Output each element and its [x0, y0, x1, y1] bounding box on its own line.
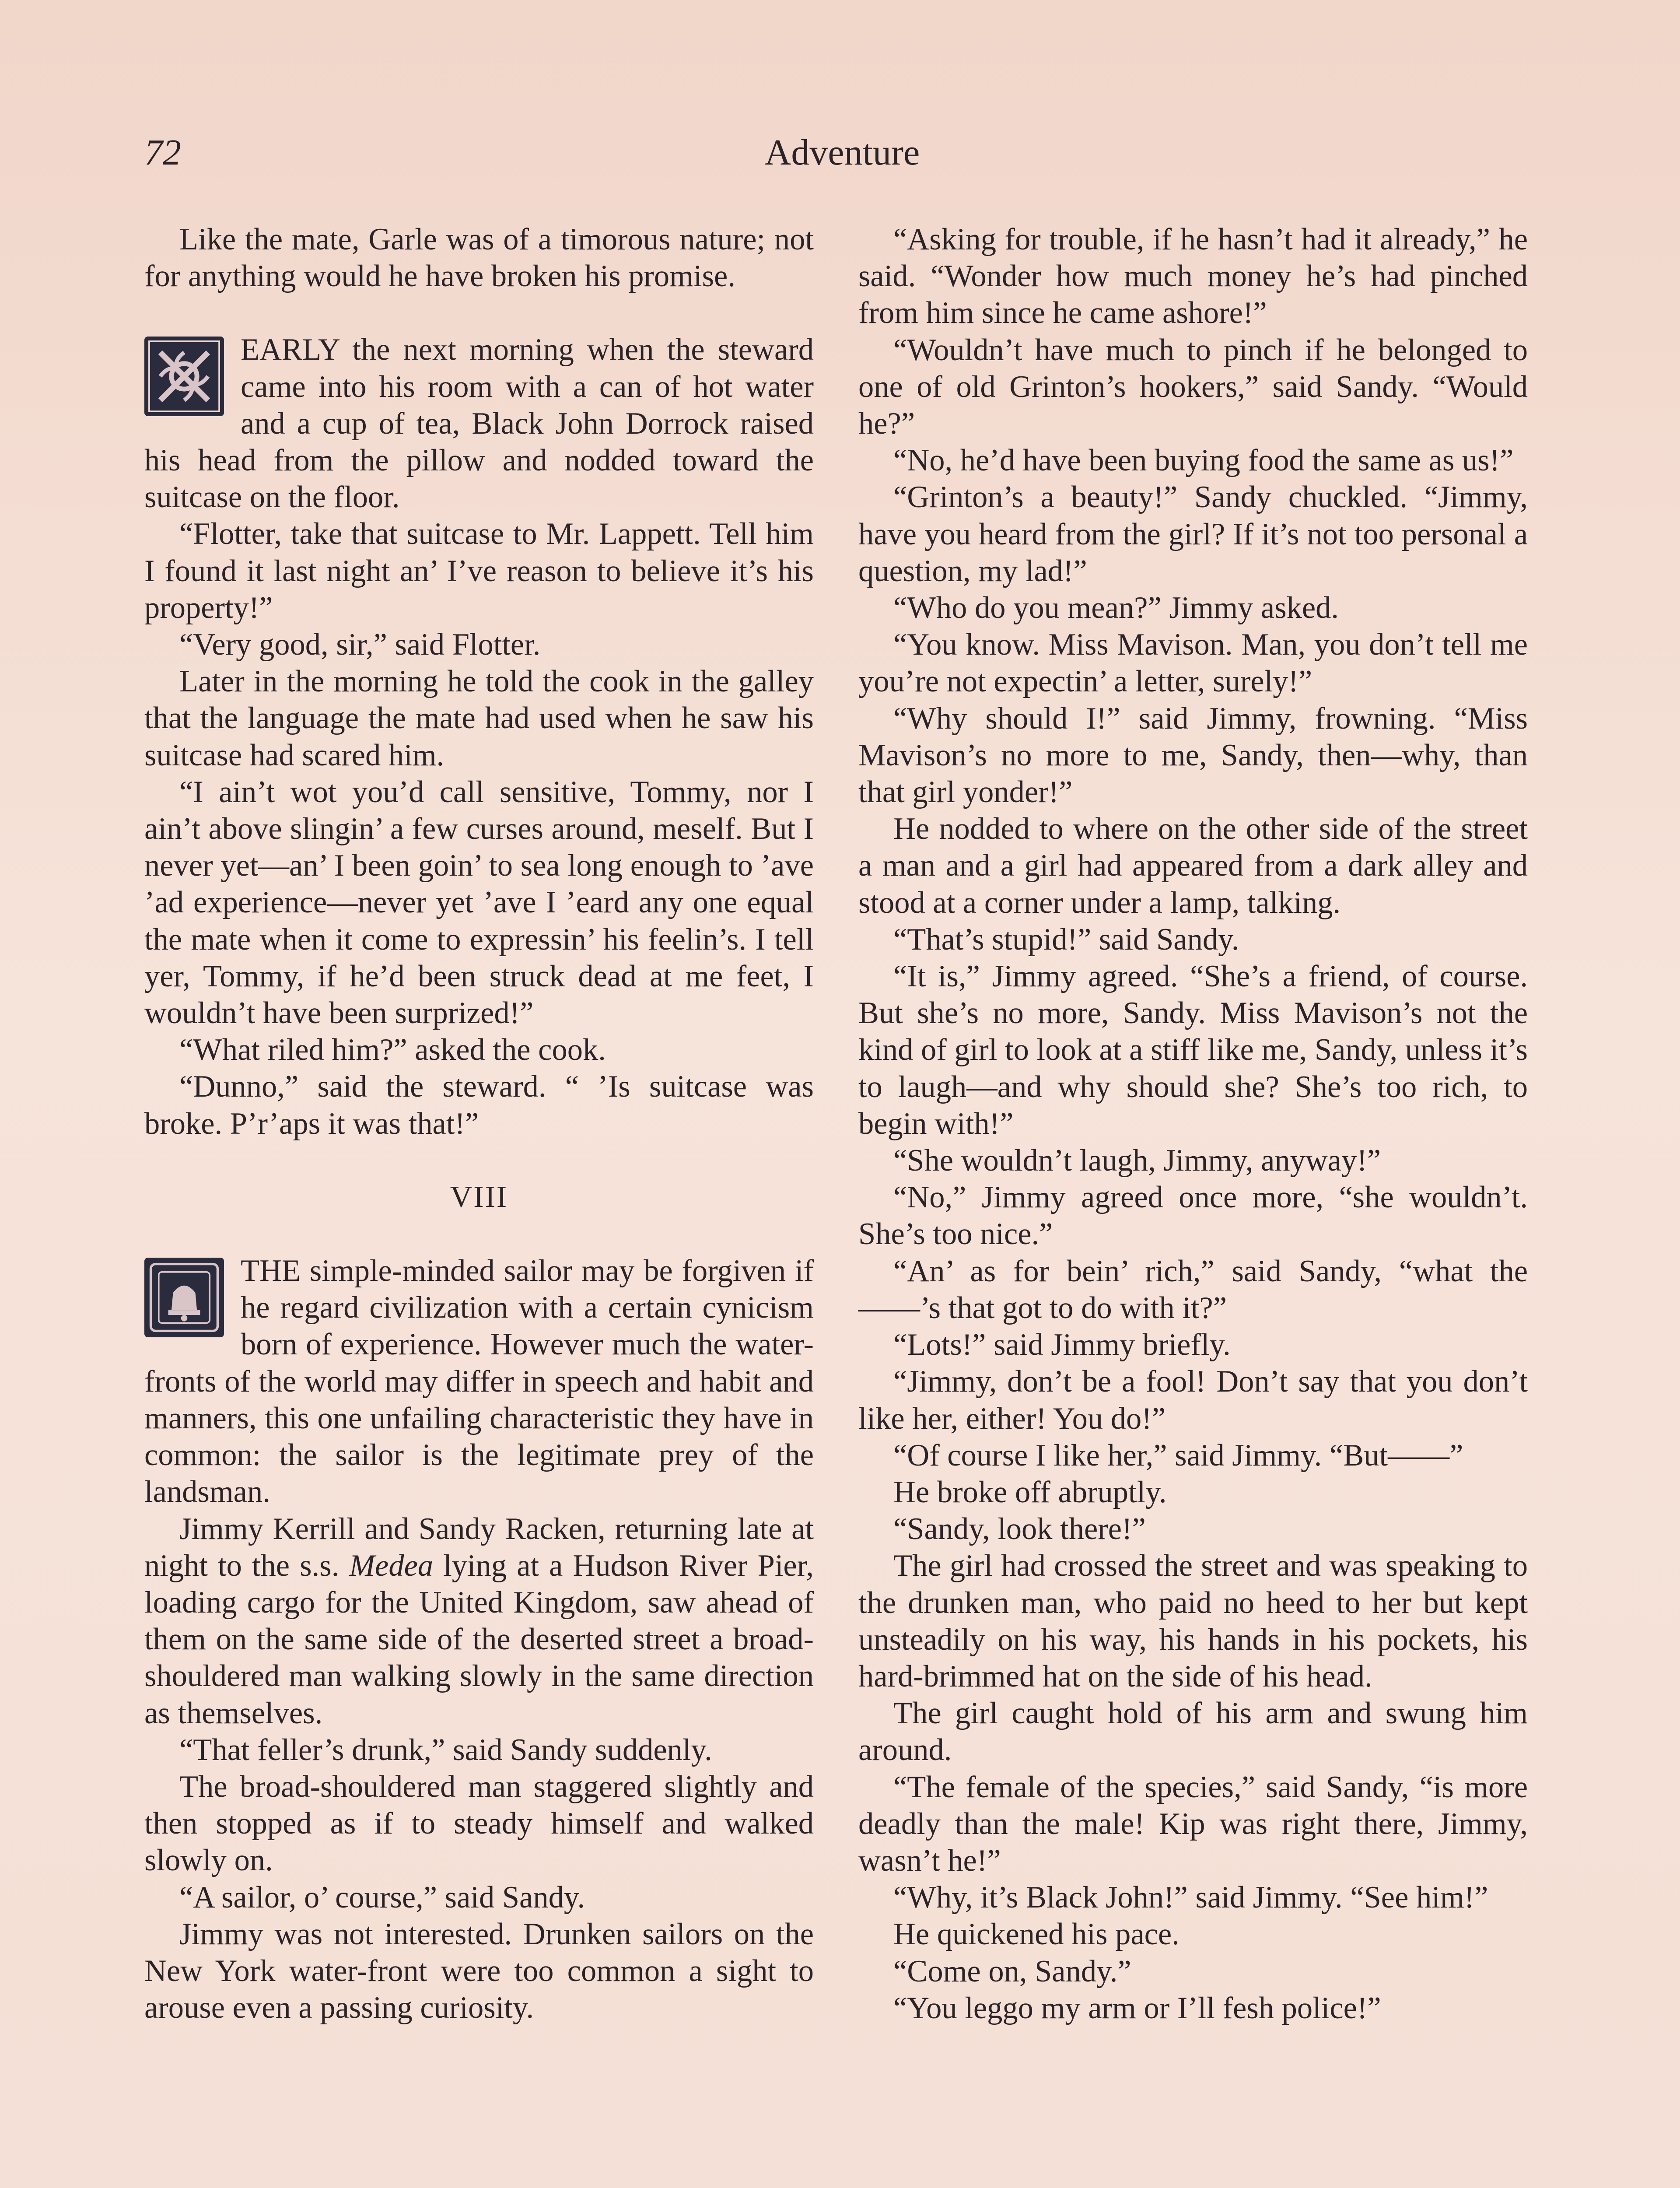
left-column — [144, 221, 814, 2026]
paragraph: “You know. Miss Mavison. Man, you don’t tell me you’re not expectin’ a letter, surely!” — [858, 628, 1528, 699]
paragraph: “A sailor, o’ course,” said Sandy. — [179, 1880, 585, 1914]
paragraph — [144, 1511, 814, 1732]
paragraph: “Of course I like her,” said Jimmy. “But——” — [893, 1438, 1463, 1473]
paragraph: Later in the morning he told the cook in the galley that the language the mate had used when he saw his suitcase had scared him. — [144, 664, 814, 772]
ornamental-knot-icon — [144, 337, 224, 416]
paragraph: “Wouldn’t have much to pinch if he belonged to one of old Grinton’s hookers,” said Sandy. “Would he?” — [858, 333, 1528, 441]
paragraph: “It is,” Jimmy agreed. “She’s a friend, of course. But she’s no more, Sandy. Miss Mavison’s not the kind of girl to look at a stiff like me, Sandy, unless it’s to laugh—and why should she? She’s too rich, to begin with!” — [858, 959, 1528, 1141]
running-head: Adventure — [764, 132, 920, 173]
paragraph: He broke off abruptly. — [893, 1475, 1167, 1509]
paragraph: The girl had crossed the street and was speaking to the drunken man, who paid no heed to her but kept unsteadily on his way, his hands in his pockets, his hard-brimmed hat on the side of his head. — [858, 1549, 1528, 1694]
paragraph: “That’s stupid!” said Sandy. — [893, 922, 1239, 957]
paragraph: “Flotter, take that suitcase to Mr. Lappett. Tell him I found it last night an’ I’ve reason to believe it’s his property!” — [144, 517, 814, 625]
ship-bell-icon — [144, 1258, 224, 1337]
paragraph: Jimmy was not interested. Drunken sailors on the New York water-front were too common a sight to arouse even a passing curiosity. — [144, 1917, 814, 2025]
page-number: 72 — [144, 132, 181, 173]
dropcap-text: EARLY the next morning when the steward came into his room with a can of hot water and a cup of tea, Black John Dorrock raised his head from the pillow and nodded toward the suitcase on the floor. — [144, 333, 814, 515]
dropcap-paragraph — [144, 1252, 814, 1510]
right-column — [858, 221, 1528, 2027]
paragraph: He quickened his pace. — [893, 1917, 1180, 1952]
section-heading: VIII — [450, 1180, 508, 1214]
paragraph: The broad-shouldered man staggered slightly and then stopped as if to steady himself and walked slowly on. — [144, 1769, 814, 1878]
paragraph: “Who do you mean?” Jimmy asked. — [893, 591, 1339, 625]
paragraph: “The female of the species,” said Sandy, “is more deadly than the male! Kip was right there, Jimmy, wasn’t he!” — [858, 1770, 1528, 1878]
dropcap-text: THE simple-minded sailor may be forgiven if he regard civilization with a certain cynicism born of experience. However much the water-fronts of the world may differ in speech and habit and manners, this one unfailing characteristic they have in common: the sailor is the legitimate prey of the landsman. — [144, 1254, 814, 1509]
paragraph: “Sandy, look there!” — [893, 1512, 1146, 1546]
paragraph: “No, he’d have been buying food the same as us!” — [893, 443, 1514, 478]
paragraph: Like the mate, Garle was of a timorous nature; not for anything would he have broken his promise. — [144, 222, 814, 294]
paragraph: “Dunno,” said the steward. “ ’Is suitcase was broke. P’r’aps it was that!” — [144, 1069, 814, 1141]
paragraph: “Come on, Sandy.” — [893, 1954, 1131, 1988]
ship-name: Medea — [349, 1548, 434, 1583]
paragraph: “That feller’s drunk,” said Sandy suddenly. — [179, 1732, 712, 1767]
paragraph: “No,” Jimmy agreed once more, “she wouldn’t. She’s too nice.” — [858, 1180, 1528, 1252]
paragraph: “An’ as for bein’ rich,” said Sandy, “what the ——’s that got to do with it?” — [858, 1254, 1528, 1325]
paragraph-text: Jimmy Kerrill and Sandy Racken, returning late at night to the s.s. — [144, 1511, 814, 1583]
paragraph: “You leggo my arm or I’ll fesh police!” — [893, 1991, 1381, 2025]
paragraph: “She wouldn’t laugh, Jimmy, anyway!” — [893, 1143, 1381, 1178]
paragraph: “Asking for trouble, if he hasn’t had it already,” he said. “Wonder how much money he’s had pinched from him since he came ashore!” — [858, 222, 1528, 330]
paragraph: “Why should I!” said Jimmy, frowning. “Miss Mavison’s no more to me, Sandy, then—why, than that girl yonder!” — [858, 701, 1528, 810]
dropcap-paragraph — [144, 331, 814, 515]
paragraph: “Grinton’s a beauty!” Sandy chuckled. “Jimmy, have you heard from the girl? If it’s not too personal a question, my lad!” — [858, 480, 1528, 588]
paragraph: “Lots!” said Jimmy briefly. — [893, 1328, 1231, 1362]
paragraph: “I ain’t wot you’d call sensitive, Tommy, nor I ain’t above slingin’ a few curses around, meself. But I never yet—an’ I been goin’ to sea long enough to ’ave ’ad experience—never yet ’ave I ’eard any one equal the mate when it come to expressin’ his feelin’s. I tell yer, Tommy, if he’d been struck dead at me feet, I wouldn’t have been surprized!” — [144, 775, 814, 1031]
paragraph: He nodded to where on the other side of the street a man and a girl had appeared from a dark alley and stood at a corner under a lamp, talking. — [858, 812, 1528, 920]
paragraph: “Very good, sir,” said Flotter. — [179, 628, 541, 662]
paragraph-text: lying at a Hudson River Pier, loading cargo for the United Kingdom, saw ahead of them on the same side of the deserted street a broad-shouldered man walking slowly in the same direction as themselves. — [144, 1548, 814, 1730]
paragraph: The girl caught hold of his arm and swung him around. — [858, 1696, 1528, 1767]
page-header — [144, 131, 1540, 188]
paragraph: “Jimmy, don’t be a fool! Don’t say that you don’t like her, either! You do!” — [858, 1364, 1528, 1436]
paragraph: “Why, it’s Black John!” said Jimmy. “See him!” — [893, 1880, 1488, 1915]
paragraph: “What riled him?” asked the cook. — [179, 1033, 606, 1067]
